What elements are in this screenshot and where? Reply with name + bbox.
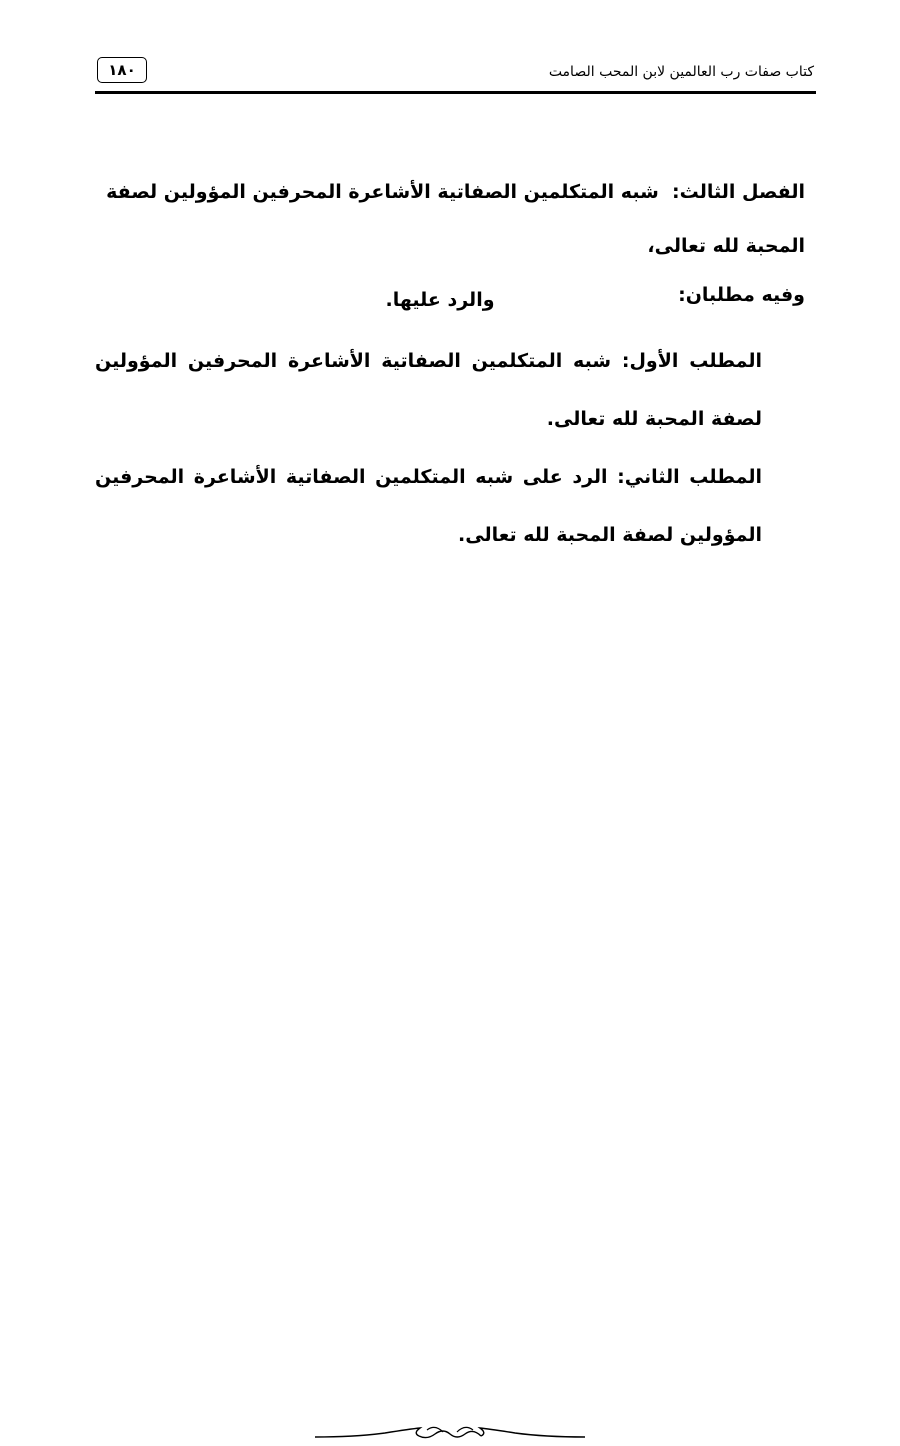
section-item [95,332,762,448]
page-header [95,57,816,91]
header-divider [95,91,816,94]
section-item [95,448,762,564]
chapter-title: شبه المتكلمين الصفاتية الأشاعرة المحرفين المؤولين لصفة المحبة لله تعالى، [106,181,805,257]
book-title: كتاب صفات رب العالمين لابن المحب الصامت [548,64,814,80]
chapter-title-line2: والرد عليها. [385,289,495,311]
chapter-label: الفصل الثالث: [672,181,805,203]
section-label: المطلب الأول: [621,350,762,372]
page-number: ١٨٠ [97,57,147,83]
ornament-right-flourish [480,1428,585,1437]
ornament-divider [315,1422,585,1446]
section-text: شبه المتكلمين الصفاتية الأشاعرة المحرفين المؤولين لصفة المحبة لله تعالى. [95,350,762,430]
ornament-center-curls [427,1427,473,1432]
ornament-left-flourish [315,1428,420,1437]
ornament-center-loops [419,1431,481,1438]
section-text: الرد على شبه المتكلمين الصفاتية الأشاعرة المحرفين المؤولين لصفة المحبة لله تعالى. [95,466,762,546]
chapter-heading-line1 [95,165,805,273]
intro-text: وفيه مطلبان: [678,284,805,306]
section-label: المطلب الثاني: [617,466,763,488]
